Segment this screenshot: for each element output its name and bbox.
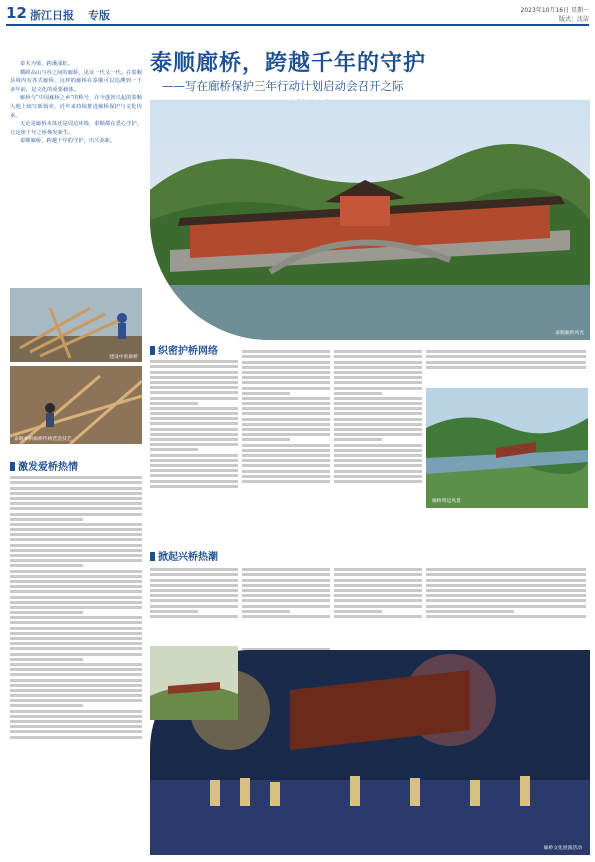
text-line <box>334 381 422 384</box>
text-line <box>10 637 142 640</box>
body-text-column <box>242 348 330 544</box>
body-text-column <box>242 566 330 642</box>
text-line <box>10 476 142 479</box>
issue-date: 2023年10月16日 星期一 <box>520 7 589 14</box>
text-line <box>334 361 422 364</box>
text-line <box>150 381 238 384</box>
text-line <box>242 594 330 597</box>
text-line <box>242 371 330 374</box>
inset-photo <box>150 646 238 720</box>
text-line <box>334 568 422 571</box>
text-line <box>334 428 422 431</box>
text-line <box>334 584 422 587</box>
text-line <box>242 423 330 426</box>
body-text-column <box>426 348 586 382</box>
body-text-column <box>334 566 422 642</box>
text-line <box>334 475 422 478</box>
text-line <box>426 568 586 571</box>
river-landscape-photo <box>426 388 588 508</box>
text-line <box>242 438 290 441</box>
text-line <box>10 684 142 687</box>
text-line <box>10 601 142 604</box>
text-line <box>426 366 586 369</box>
body-text-column <box>334 348 422 544</box>
text-line <box>150 474 238 477</box>
text-line <box>10 580 142 583</box>
text-line <box>10 533 142 536</box>
text-line <box>426 599 586 602</box>
text-line <box>334 438 382 441</box>
text-line <box>10 544 142 547</box>
text-line <box>150 605 238 608</box>
body-text-column <box>150 358 238 544</box>
text-line <box>10 570 142 573</box>
craft-photo-1-caption: 建设中的廊桥 <box>109 355 138 360</box>
text-line <box>150 573 238 576</box>
text-line <box>242 599 330 602</box>
river-photo-caption: 廊桥周边风景 <box>432 499 461 504</box>
lead-paragraph: 泰木为梁，跨溪成虹。 <box>20 61 73 67</box>
masthead <box>6 4 589 26</box>
text-line <box>150 371 238 374</box>
text-line <box>426 573 586 576</box>
text-line <box>242 355 330 358</box>
text-line <box>242 381 330 384</box>
text-line <box>334 350 422 353</box>
text-line <box>242 407 330 410</box>
craft-photo-2-caption: 泰顺木拱廊桥传统营造技艺 <box>14 437 72 442</box>
text-line <box>242 397 330 400</box>
text-line <box>10 736 142 739</box>
text-line <box>150 448 198 451</box>
editor-credit: 版式：沈洁 <box>558 16 589 23</box>
text-line <box>10 632 142 635</box>
text-line <box>150 438 238 441</box>
text-line <box>150 584 238 587</box>
text-line <box>334 423 422 426</box>
text-line <box>334 444 422 447</box>
text-line <box>426 594 586 597</box>
text-line <box>334 412 422 415</box>
craft-photo-2 <box>10 366 142 444</box>
page-number: 12 <box>6 4 27 22</box>
text-line <box>242 584 330 587</box>
text-line <box>242 366 330 369</box>
text-line <box>10 679 142 682</box>
text-line <box>10 518 83 521</box>
text-line <box>10 481 142 484</box>
text-line <box>334 454 422 457</box>
text-line <box>10 730 142 733</box>
section-heading: 激发爱桥热情 <box>10 458 78 473</box>
river-illustration <box>426 388 588 508</box>
lead-paragraph: 廊桥与“中国廊桥之乡”的称号，在今蓬勃兴起的泰顺大地上续写新篇章，近年来持续推进廊桥保护与文化传承。 <box>10 95 142 119</box>
lead-paragraph: 泰顺廊桥，跨越千年的守护，历久弥新。 <box>20 138 116 145</box>
text-line <box>334 392 382 395</box>
text-line <box>334 480 422 483</box>
text-line <box>10 585 142 588</box>
craft-photo-1 <box>10 288 142 362</box>
text-line <box>334 615 422 618</box>
text-line <box>242 402 330 405</box>
text-line <box>150 397 238 400</box>
text-line <box>334 355 422 358</box>
text-line <box>10 538 142 541</box>
text-line <box>242 454 330 457</box>
text-line <box>150 391 238 394</box>
text-line <box>150 480 238 483</box>
hero-photo-caption: 泰顺廊桥风光 <box>555 331 584 336</box>
text-line <box>242 459 330 462</box>
text-line <box>242 579 330 582</box>
text-line <box>334 464 422 467</box>
text-line <box>10 606 142 609</box>
body-text-column <box>10 474 142 858</box>
text-line <box>150 433 238 436</box>
text-line <box>10 725 142 728</box>
text-line <box>10 611 83 614</box>
text-line <box>426 350 586 353</box>
text-line <box>426 610 514 613</box>
lead-text <box>10 60 142 146</box>
text-line <box>10 642 142 645</box>
text-line <box>150 459 238 462</box>
text-line <box>10 715 142 718</box>
text-line <box>426 615 586 618</box>
text-line <box>426 605 586 608</box>
text-line <box>150 422 238 425</box>
text-line <box>242 433 330 436</box>
text-line <box>10 497 142 500</box>
text-line <box>242 615 330 618</box>
text-line <box>150 589 238 592</box>
text-line <box>10 549 142 552</box>
text-line <box>242 589 330 592</box>
performance-photo-caption: 廊桥文化展演活动 <box>543 846 582 851</box>
text-line <box>150 594 238 597</box>
text-line <box>242 428 330 431</box>
text-line <box>334 407 422 410</box>
text-line <box>334 376 422 379</box>
text-line <box>334 610 382 613</box>
text-line <box>426 584 586 587</box>
text-line <box>242 480 330 483</box>
text-line <box>150 454 238 457</box>
text-line <box>10 513 142 516</box>
text-line <box>334 470 422 473</box>
text-line <box>10 673 142 676</box>
text-line <box>150 443 238 446</box>
text-line <box>150 469 238 472</box>
text-line <box>150 615 238 618</box>
text-line <box>10 616 142 619</box>
body-text-column <box>426 566 586 642</box>
text-line <box>10 694 142 697</box>
text-line <box>242 449 330 452</box>
text-line <box>10 502 142 505</box>
text-line <box>10 668 142 671</box>
text-line <box>10 647 142 650</box>
text-line <box>10 658 83 661</box>
text-line <box>334 433 422 436</box>
text-line <box>150 599 238 602</box>
text-line <box>10 663 142 666</box>
text-line <box>10 621 142 624</box>
text-line <box>334 418 422 421</box>
text-line <box>242 573 330 576</box>
text-line <box>150 407 238 410</box>
section-label: 专版 <box>88 9 110 22</box>
section-heading: 掀起兴桥热潮 <box>150 548 218 563</box>
text-line <box>10 720 142 723</box>
text-line <box>10 590 142 593</box>
page-title: 泰顺廊桥，跨越千年的守护 <box>150 51 427 76</box>
text-line <box>10 699 142 702</box>
text-line <box>242 387 330 390</box>
text-line <box>150 464 238 467</box>
text-line <box>10 575 142 578</box>
body-text-column <box>150 566 238 642</box>
bridge-illustration <box>150 100 590 340</box>
hero-bridge-photo <box>150 100 590 340</box>
text-line <box>10 710 142 713</box>
text-line <box>242 392 290 395</box>
text-line <box>334 589 422 592</box>
text-line <box>10 564 83 567</box>
text-line <box>334 366 422 369</box>
text-line <box>426 355 586 358</box>
text-line <box>334 599 422 602</box>
text-line <box>334 594 422 597</box>
lead-paragraph: 无论是廊桥本体还是周边环境，泰顺都在悉心守护，让这座千年之桥焕发新生。 <box>10 121 142 136</box>
text-line <box>334 402 422 405</box>
text-line <box>242 568 330 571</box>
text-line <box>10 704 83 707</box>
text-line <box>334 371 422 374</box>
text-line <box>242 444 330 447</box>
text-line <box>426 579 586 582</box>
text-line <box>150 402 198 405</box>
text-line <box>150 568 238 571</box>
text-line <box>334 459 422 462</box>
text-line <box>150 360 238 363</box>
text-line <box>242 610 290 613</box>
section-heading: 织密护桥网络 <box>150 342 218 357</box>
page-subtitle: ——写在廊桥保护三年行动计划启动会召开之际 <box>162 79 404 93</box>
text-line <box>334 449 422 452</box>
text-line <box>10 528 142 531</box>
text-line <box>426 361 586 364</box>
text-line <box>242 475 330 478</box>
text-line <box>150 579 238 582</box>
text-line <box>10 523 142 526</box>
text-line <box>10 596 142 599</box>
text-line <box>334 387 422 390</box>
text-line <box>334 579 422 582</box>
text-line <box>10 554 142 557</box>
text-line <box>150 376 238 379</box>
text-line <box>242 361 330 364</box>
text-line <box>242 605 330 608</box>
text-line <box>150 610 198 613</box>
text-line <box>150 417 238 420</box>
text-line <box>10 507 142 510</box>
text-line <box>10 559 142 562</box>
timber-frame-illustration <box>10 288 142 362</box>
text-line <box>242 470 330 473</box>
text-line <box>334 605 422 608</box>
workshop-illustration <box>10 366 142 444</box>
text-line <box>242 418 330 421</box>
text-line <box>150 412 238 415</box>
text-line <box>150 428 238 431</box>
text-line <box>334 573 422 576</box>
text-line <box>242 376 330 379</box>
text-line <box>426 589 586 592</box>
text-line <box>242 464 330 467</box>
text-line <box>10 653 142 656</box>
text-line <box>242 412 330 415</box>
text-line <box>334 397 422 400</box>
text-line <box>150 386 238 389</box>
text-line <box>10 487 142 490</box>
text-line <box>10 689 142 692</box>
text-line <box>242 350 330 353</box>
text-line <box>150 365 238 368</box>
text-line <box>10 492 142 495</box>
newspaper-name: 浙江日报 <box>30 9 74 22</box>
text-line <box>150 485 238 488</box>
lead-paragraph: 横跨高山与谷之间的廊桥，见证一代又一代。在泰顺县境内有各式廊桥，这样的廊桥在泰顺可以追溯到一千多年前，是文化的重要载体。 <box>10 69 142 93</box>
text-line <box>10 627 142 630</box>
inset-illustration <box>150 646 238 720</box>
